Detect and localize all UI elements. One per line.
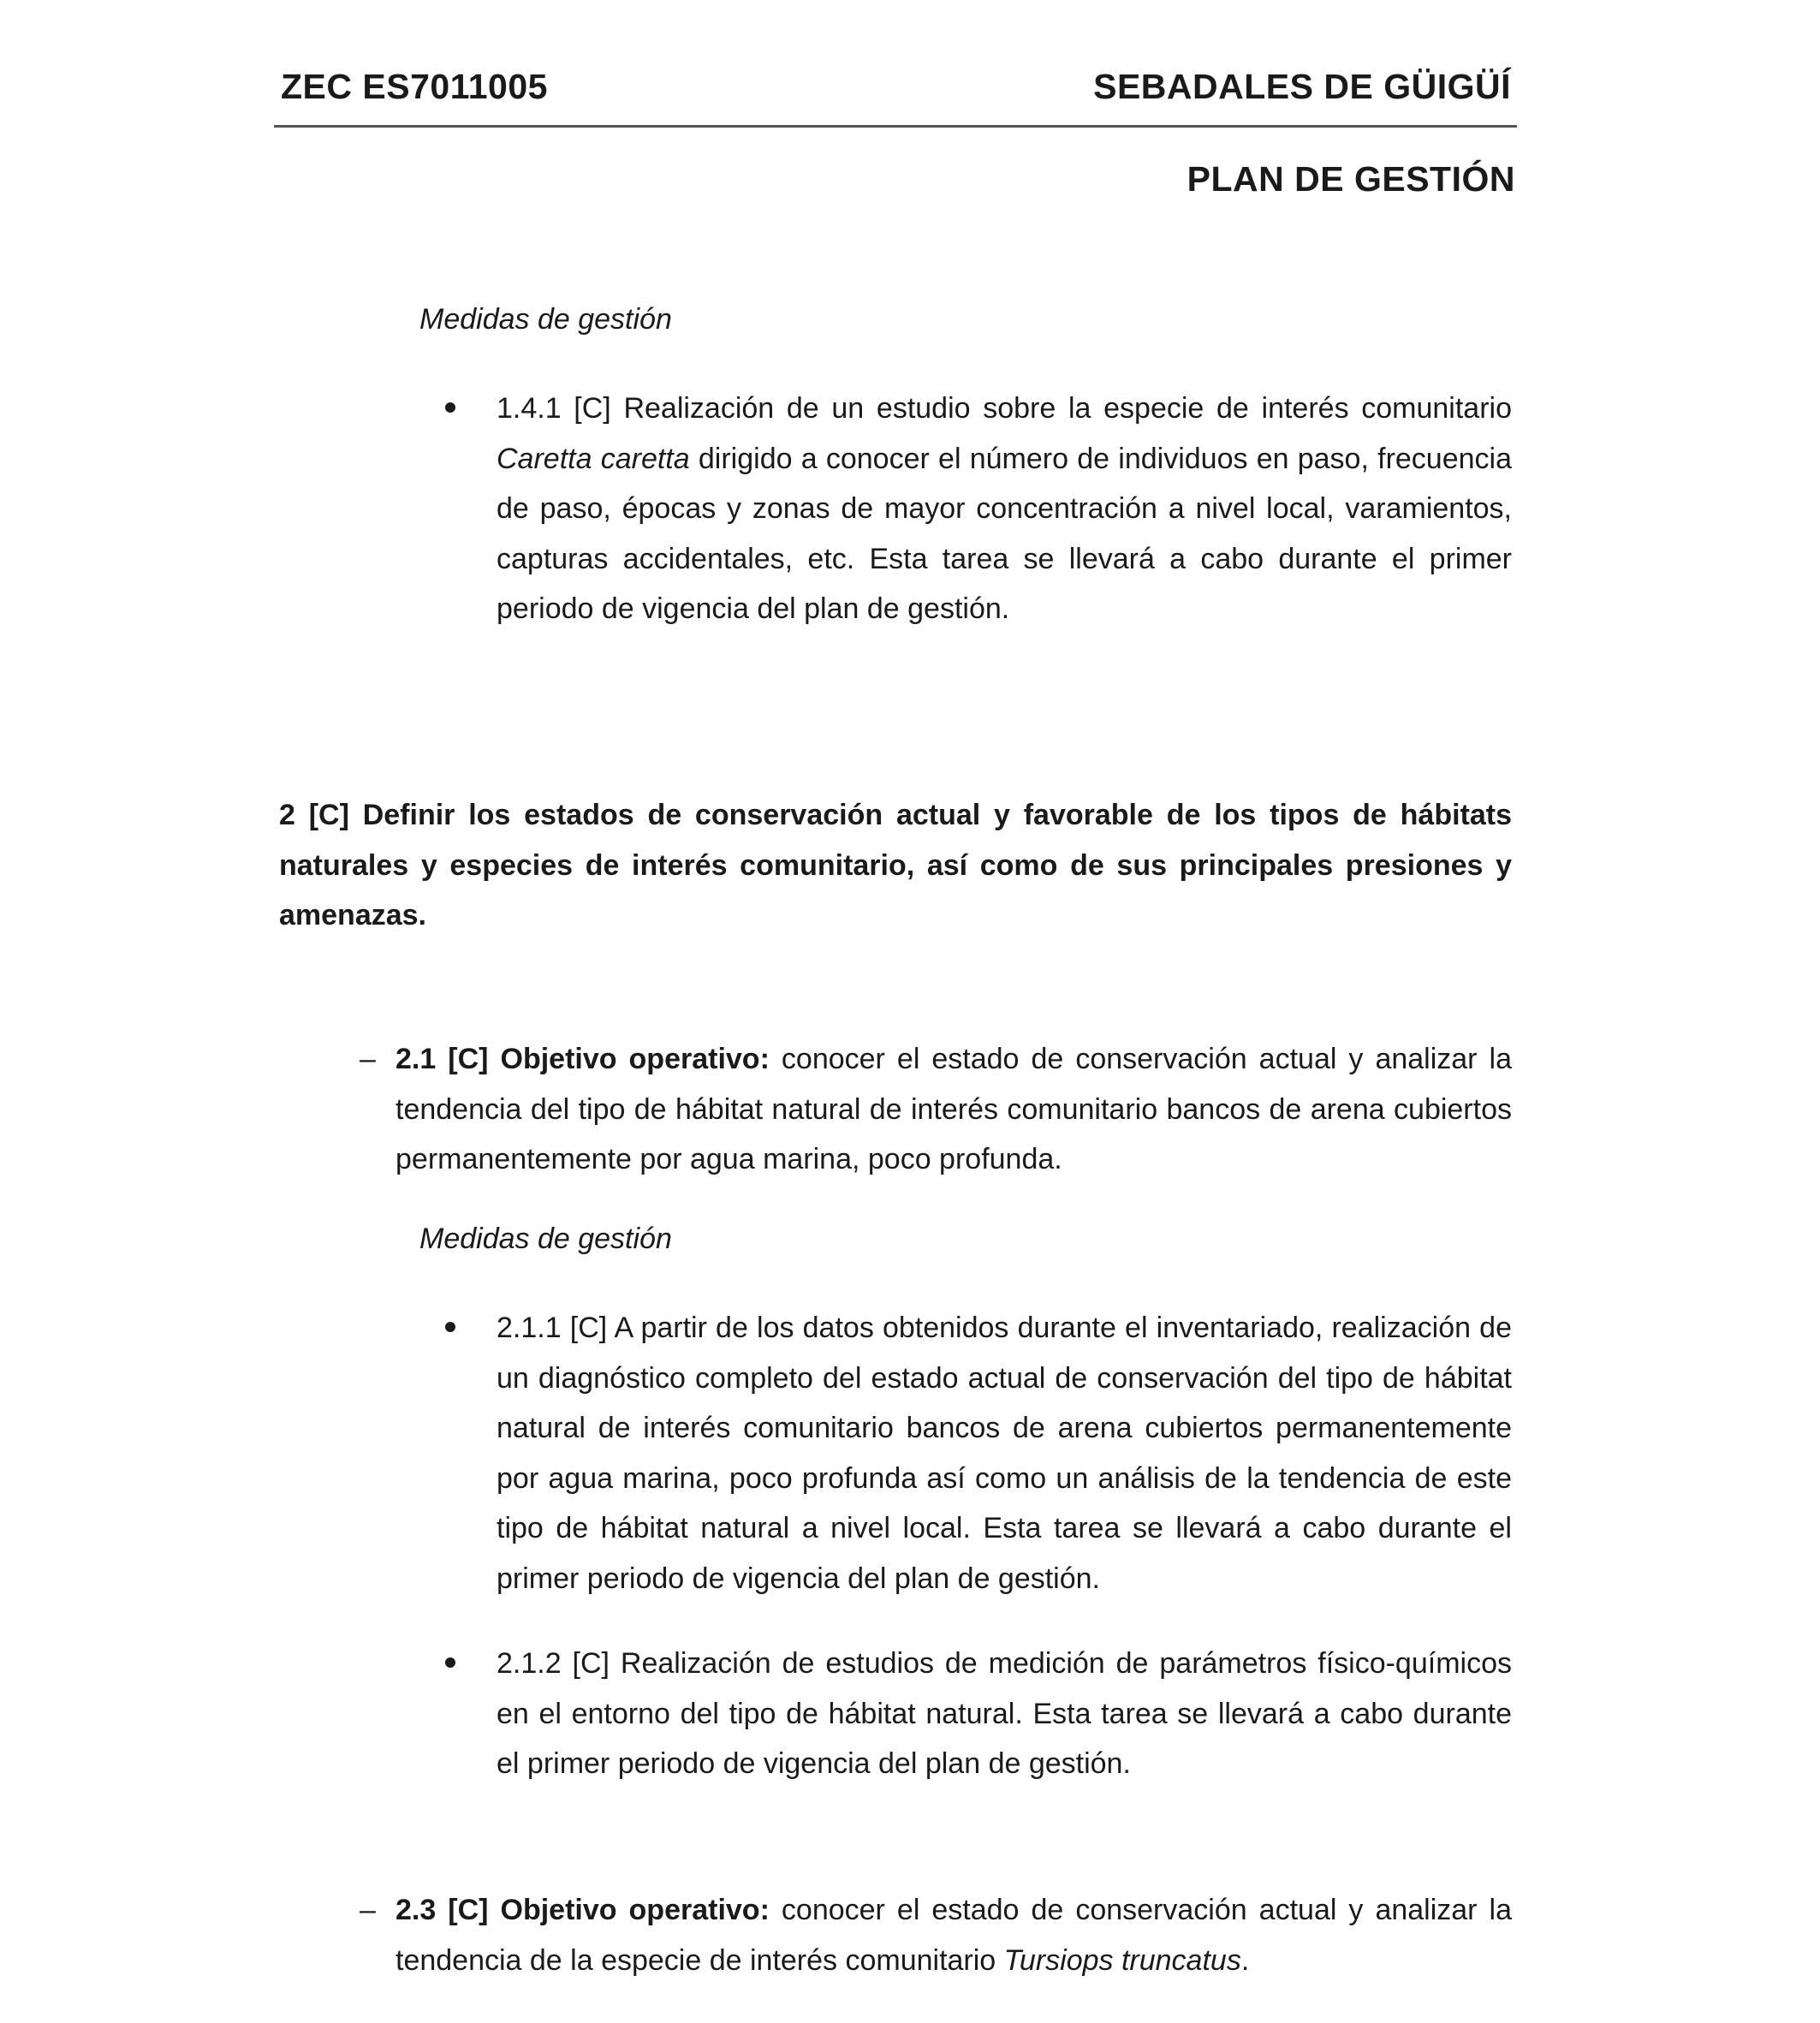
measures-label-1: Medidas de gestión — [419, 303, 672, 336]
operational-objective-2-1 — [360, 1034, 1512, 1185]
measure-2-1-2 — [445, 1639, 1512, 1789]
operational-objective-2-3-text: 2.3 [C] Objetivo operativo: conocer el estado de conservación actual y analizar la tendencia de la especie de interés comunitario Tursiops truncatus. — [396, 1894, 1512, 1977]
page-header — [277, 60, 1515, 111]
header-site-code: ZEC ES7011005 — [281, 67, 548, 106]
measure-2-1-2-text: 2.1.2 [C] Realización de estudios de medición de parámetros físico-químicos en el entorno del tipo de hábitat natural. Esta tarea se llevará a cabo durante el primer periodo de vigencia del plan de gestión. — [497, 1647, 1512, 1780]
objective-2: 2 [C] Definir los estados de conservación actual y favorable de los tipos de hábitats naturales y especies de interés comunitario, así como de sus principales presiones y amenazas. — [279, 799, 1512, 931]
bullet-icon — [445, 1657, 455, 1668]
dash-icon: – — [360, 1043, 376, 1075]
bullet-icon — [445, 1322, 455, 1332]
measures-label-2: Medidas de gestión — [419, 1223, 672, 1255]
measure-2-1-1-text: 2.1.1 [C] A partir de los datos obtenidos durante el inventariado, realización de un diagnóstico completo del estado actual de conservación del tipo de hábitat natural de interés comunitario bancos de arena cubiertos permanentemente por agua marina, poco profunda así como un análisis de la tendencia de este tipo de hábitat natural a nivel local. Esta tarea se llevará a cabo durante el primer periodo de vigencia del plan de gestión. — [497, 1312, 1512, 1595]
operational-objective-2-3 — [360, 1885, 1512, 1985]
measure-1-4-1 — [445, 384, 1512, 634]
measure-2-1-1 — [445, 1303, 1512, 1604]
operational-objective-2-1-text: 2.1 [C] Objetivo operativo: conocer el estado de conservación actual y analizar la tendencia del tipo de hábitat natural de interés comunitario bancos de arena cubiertos permanentemente por agua marina, poco profunda. — [396, 1043, 1512, 1175]
bullet-icon — [445, 402, 455, 413]
header-divider — [274, 125, 1517, 128]
header-site-name: SEBADALES DE GÜIGÜÍ — [1093, 67, 1511, 106]
dash-icon: – — [360, 1894, 376, 1926]
document-title: PLAN DE GESTIÓN — [1187, 159, 1515, 199]
measure-1-4-1-text: 1.4.1 [C] Realización de un estudio sobre la especie de interés comunitario Caretta caretta dirigido a conocer el número de individuos en paso, frecuencia de paso, épocas y zonas de mayor concentración a nivel local, varamientos, capturas accidentales, etc. Esta tarea se llevará a cabo durante el primer periodo de vigencia del plan de gestión. — [497, 392, 1512, 625]
